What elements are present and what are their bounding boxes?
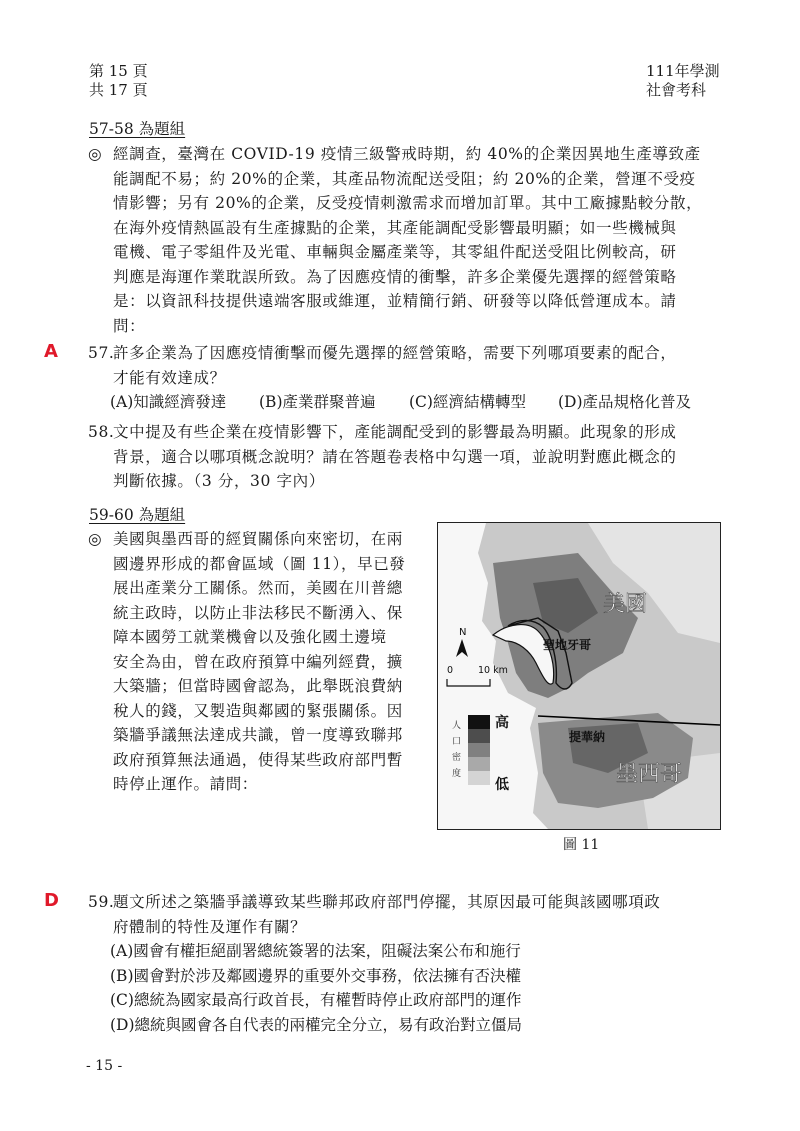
option-57-c: (C)經濟結構轉型 (409, 393, 526, 411)
label-mexico: 墨西哥 (616, 762, 683, 787)
scale-zero: 0 (447, 665, 454, 676)
option-57-b: (B)產業群聚普遍 (259, 393, 376, 411)
question-line: 背景，適合以哪項概念說明？請在答題卷表格中勾選一項，並說明對應此概念的 (113, 447, 677, 466)
passage-line: 判應是海運作業耽誤所致。為了因應疫情的衝擊，許多企業優先選擇的經營策略 (113, 267, 677, 286)
passage-line: 能調配不易；約 20%的企業，其產品物流配送受阻；約 20%的企業，營運不受疫 (113, 169, 696, 188)
option-57-d: (D)產品規格化普及 (558, 393, 692, 411)
question-59-options (110, 939, 522, 1037)
subject-title: 社會考科 (646, 81, 707, 99)
legend-swatch (468, 743, 490, 757)
page-total: 共 17 頁 (89, 81, 148, 99)
legend-title-char: 度 (452, 769, 462, 779)
question-57-stem (113, 341, 677, 390)
question-line: 府體制的特性及運作有關？ (113, 917, 307, 936)
passage-line: 稅人的錢，又製造與鄰國的緊張關係。因 (113, 701, 403, 720)
passage-line: 築牆爭議無法達成共識，曾一度導致聯邦 (113, 726, 403, 744)
passage-line: 是：以資訊科技提供遠端客服或維運，並精簡行銷、研發等以降低營運成本。請 (113, 292, 677, 310)
question-line: 許多企業為了因應疫情衝擊而優先選擇的經營策略，需要下列哪項要素的配合， (113, 344, 677, 362)
question-59-number: 59. (88, 893, 115, 911)
group-57-58-passage (113, 142, 702, 338)
question-line: 題文所述之築牆爭議導致某些聯邦政府部門停擺，其原因最可能與該國哪項政 (113, 893, 661, 911)
page-number: 第 15 頁 (89, 62, 148, 80)
legend-title-char: 密 (452, 753, 462, 763)
passage-line: 美國與墨西哥的經貿關係向來密切，在兩 (113, 530, 403, 548)
passage-line: 大築牆；但當時國會認為，此舉既浪費納 (113, 677, 403, 695)
label-usa: 美國 (603, 592, 648, 617)
figure-caption: 圖 11 (563, 837, 600, 853)
answer-marker-59: D (44, 890, 59, 911)
passage-line: 情影響；另有 20%的企業，反受疫情刺激需求而增加訂單。其中工廠據點較分散， (113, 194, 703, 212)
passage-line: 經調查，臺灣在 COVID-19 疫情三級警戒時期，約 40%的企業因異地生產導致產 (113, 145, 701, 163)
legend-low: 低 (495, 777, 509, 793)
group-59-60-bullet: ◎ (88, 530, 103, 548)
legend-swatch (468, 729, 490, 743)
passage-line: 安全為由，曾在政府預算中編列經費，擴 (113, 652, 403, 671)
option-59-d: (D)總統與國會各自代表的兩權完全分立，易有政治對立僵局 (110, 1015, 523, 1034)
legend-swatch (468, 757, 490, 771)
passage-line: 政府預算無法通過，使得某些政府部門暫 (113, 750, 403, 769)
question-line: 文中提及有些企業在疫情影響下，產能調配受到的影響最為明顯。此現象的形成 (113, 423, 677, 441)
question-57-number: 57. (88, 344, 115, 362)
label-tijuana: 提華納 (569, 730, 606, 744)
legend-high: 高 (495, 715, 509, 731)
question-line: 判斷依據。（3 分，30 字內） (113, 472, 325, 490)
population-density-map (438, 523, 720, 829)
passage-line: 在海外疫情熱區設有生產據點的企業，其產能調配受影響最明顯；如一些機械與 (113, 218, 677, 237)
map-figure-11 (437, 522, 721, 830)
group-57-58-bullet: ◎ (88, 145, 103, 163)
passage-line: 統主政時，以防止非法移民不斷湧入、保 (113, 603, 403, 622)
option-59-c: (C)總統為國家最高行政首長，有權暫時停止政府部門的運作 (110, 991, 522, 1009)
label-san-diego: 聖地牙哥 (543, 638, 592, 652)
question-58-number: 58. (88, 423, 115, 441)
group-57-58-title: 57-58 為題組 (89, 120, 186, 138)
passage-line: 時停止運作。請問： (113, 775, 258, 793)
passage-line: 展出產業分工關係。然而，美國在川普總 (113, 579, 403, 597)
group-59-60-passage (113, 527, 405, 797)
legend-title-char: 人 (452, 721, 462, 731)
scale-km: 10 km (478, 665, 508, 676)
group-59-60-title: 59-60 為題組 (89, 506, 186, 524)
question-line: 才能有效達成？ (113, 368, 226, 387)
legend-title-char: 口 (452, 737, 462, 747)
passage-line: 問： (113, 316, 146, 335)
legend-swatch (468, 715, 490, 729)
answer-marker-57: A (44, 341, 58, 362)
question-58-stem (113, 420, 677, 494)
passage-line: 國邊界形成的都會區域（圖 11），早已發 (113, 554, 406, 573)
passage-line: 障本國勞工就業機會以及強化國土邊境 (113, 628, 387, 646)
passage-line: 電機、電子零組件及光電、車輛與金屬產業等，其零組件配送受阻比例較高，研 (113, 243, 677, 261)
option-57-a: (A)知識經濟發達 (110, 393, 227, 411)
footer-page-number: - 15 - (86, 1058, 123, 1074)
legend-swatch (468, 771, 490, 785)
question-59-stem (113, 890, 660, 939)
north-label: N (459, 627, 467, 638)
exam-title: 111年學測 (646, 62, 720, 80)
option-59-a: (A)國會有權拒絕副署總統簽署的法案，阻礙法案公布和施行 (110, 942, 521, 960)
option-59-b: (B)國會對於涉及鄰國邊界的重要外交事務，依法擁有否決權 (110, 966, 521, 985)
